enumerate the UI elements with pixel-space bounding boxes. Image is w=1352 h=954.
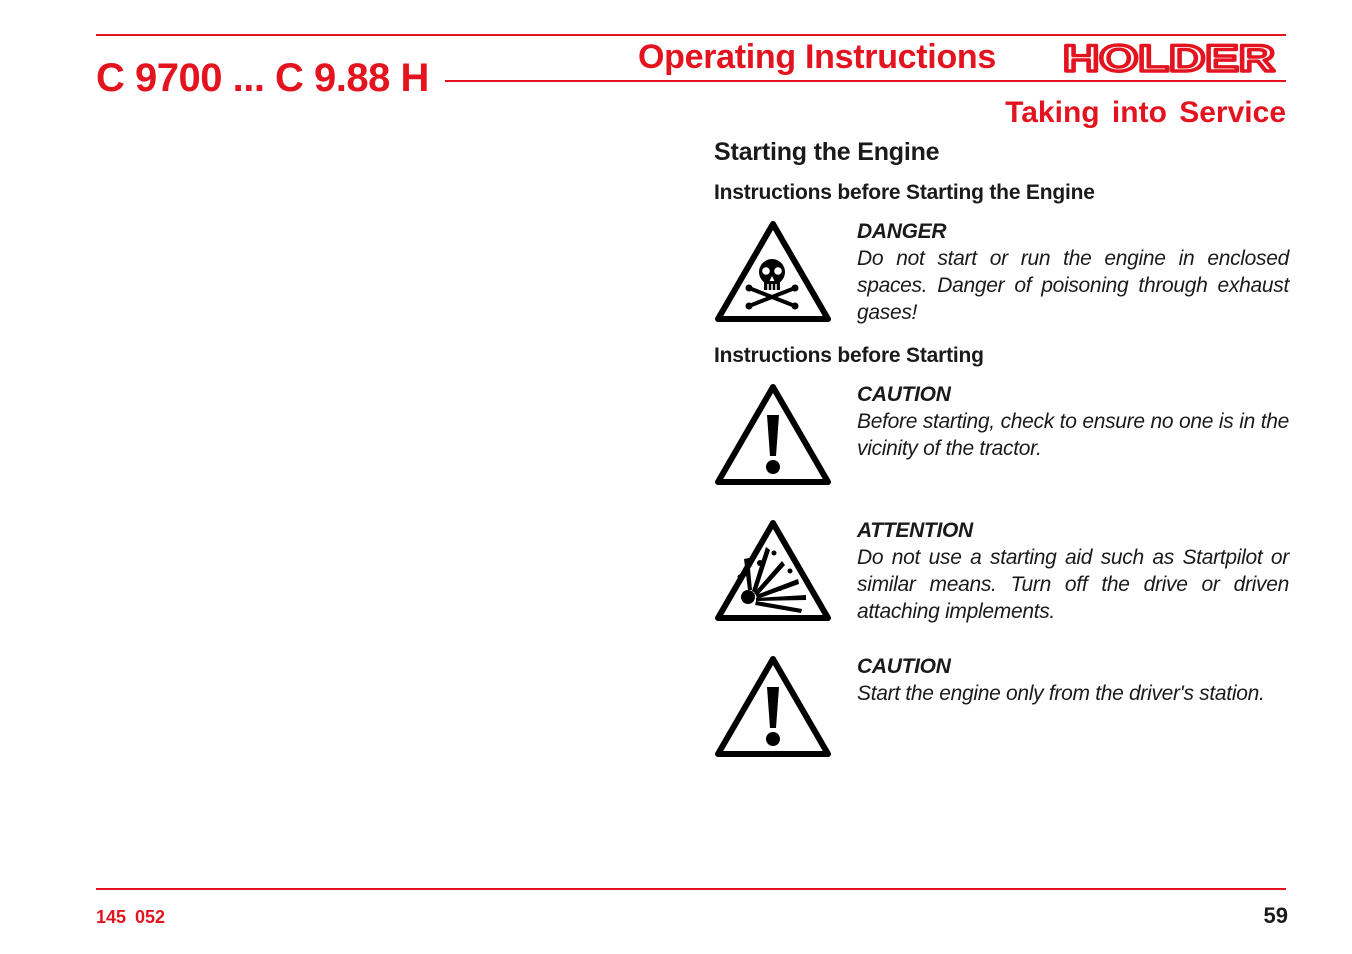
attention-notice [714,517,1289,625]
danger-notice [714,218,1289,326]
group-subheading: Instructions before Starting the Engine [714,181,1095,204]
notice-text-block [857,218,1289,326]
section-title: Taking into Service [1005,96,1286,129]
group-subheading: Instructions before Starting [714,344,984,367]
header-mid-rule [445,80,1286,82]
main-content [714,138,1289,757]
notice-body: Before starting, check to ensure no one is in the vicinity of the tractor. [857,410,1289,460]
explosive-warning-icon [714,517,857,621]
footer-rule [96,888,1286,890]
instructions-group [714,181,1289,326]
model-title: C 9700 ... C 9.88 H [96,56,429,100]
document-title: Operating Instructions [638,38,996,76]
notice-label: ATTENTION [857,519,973,542]
header-top-rule [96,34,1286,36]
notice-text-block [857,381,1289,462]
caution-notice [714,381,1289,485]
notice-text-block [857,653,1289,707]
brand-text: HOLDER [1063,43,1275,73]
caution-notice [714,653,1289,757]
notice-label: CAUTION [857,655,951,678]
poison-skull-icon [714,218,857,322]
exclamation-warning-icon [714,381,857,485]
holder-logo [1062,43,1276,73]
notice-body: Do not start or run the engine in enclosed spaces. Danger of poisoning through exhaust gases! [857,247,1289,324]
exclamation-warning-icon [714,653,857,757]
page-number: 59 [1263,903,1288,928]
document-number: 145 052 [96,907,166,927]
notice-text-block [857,517,1289,625]
notice-body: Start the engine only from the driver's station. [857,682,1265,705]
notice-body: Do not use a starting aid such as Startpilot or similar means. Turn off the drive or driven attaching implements. [857,546,1289,623]
page-heading: Starting the Engine [714,138,940,166]
instructions-group [714,344,1289,757]
notice-label: CAUTION [857,383,951,406]
notice-label: DANGER [857,220,947,243]
